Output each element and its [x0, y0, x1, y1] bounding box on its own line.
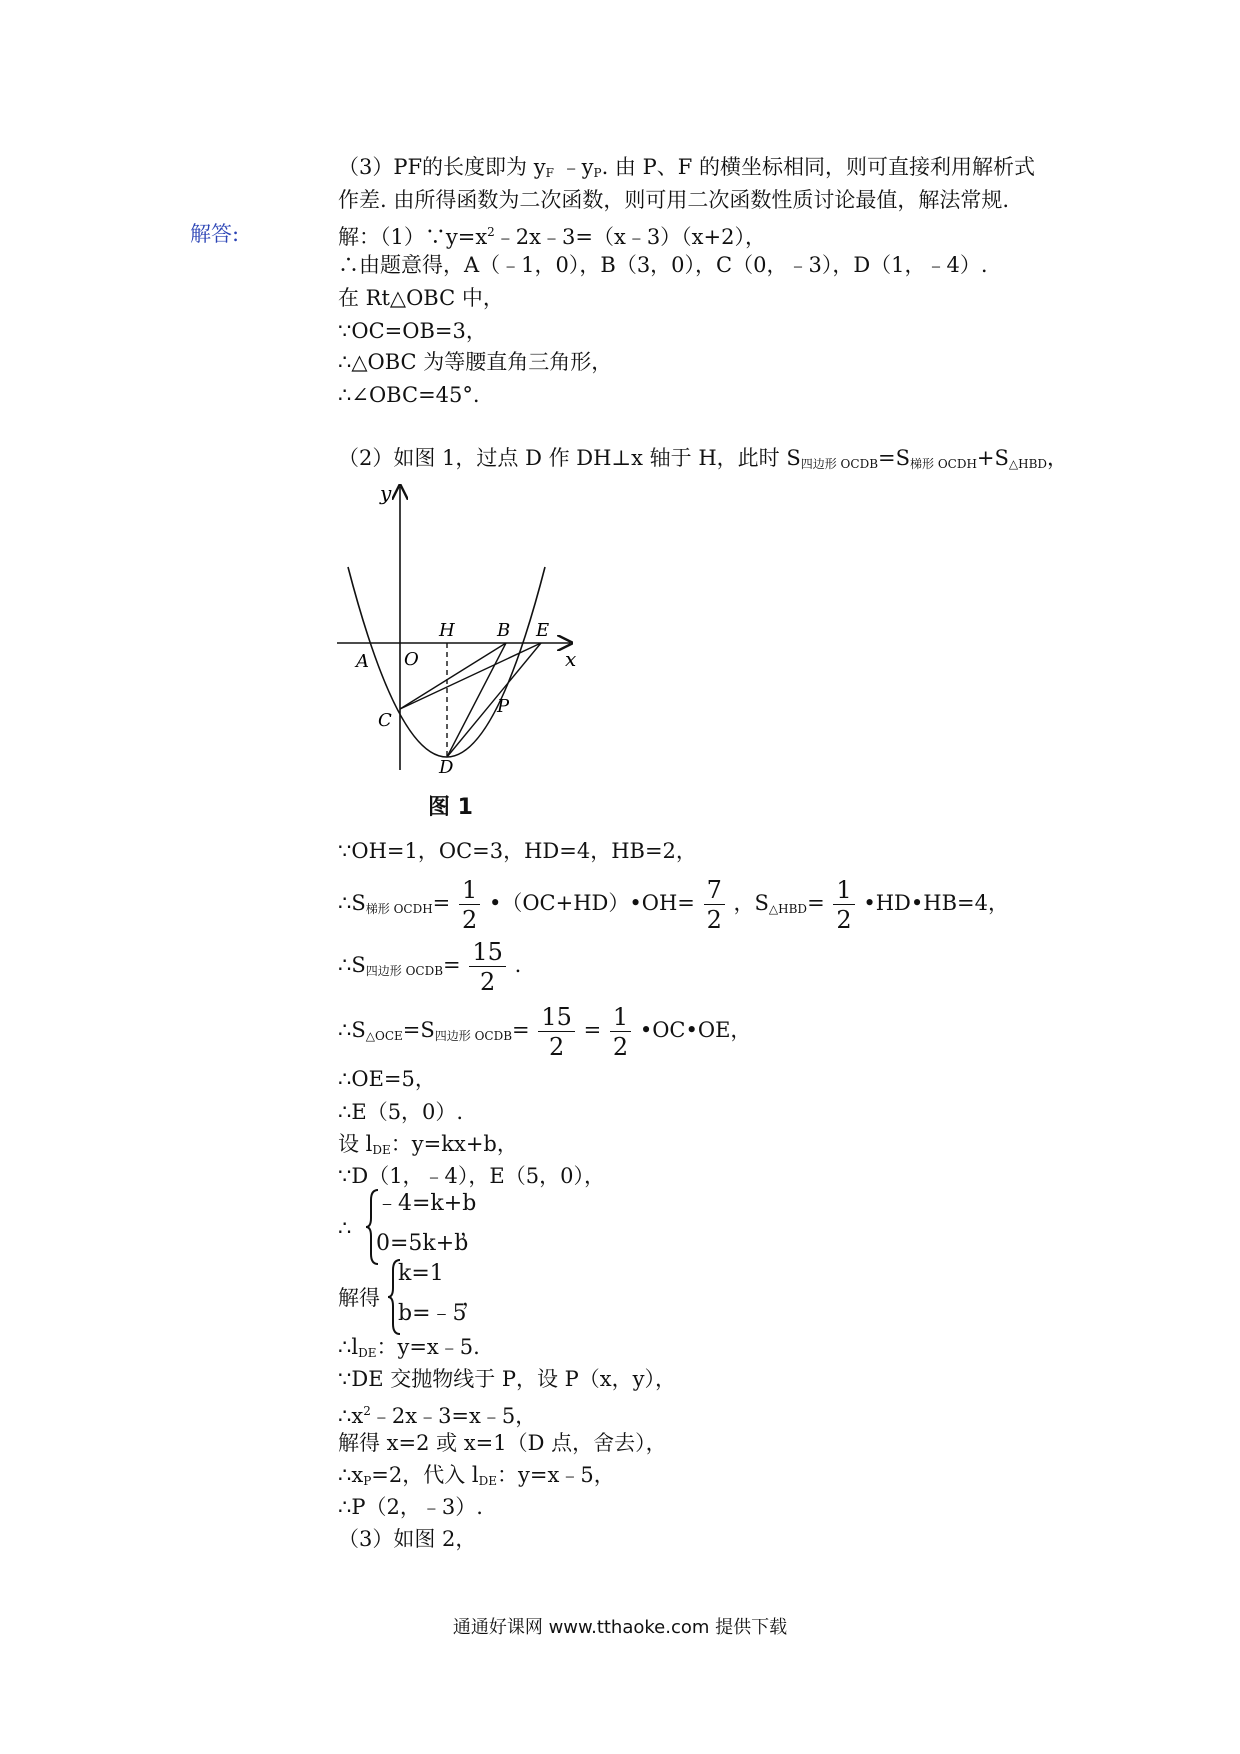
label-B: B: [497, 620, 511, 641]
label-C: C: [378, 710, 392, 731]
figure-caption: 图 1: [428, 795, 473, 820]
solution-line: （3）如图 2，: [338, 1527, 477, 1551]
solution-line: ∵D（1，﹣4），E（5，0），: [338, 1164, 605, 1188]
solution-line: $\therefore S_{\triangle OCE}=S_{四边形 OCDB}=$ $\frac{15}{2}$ = $\frac{1}{2}$ •OC•OE，: [338, 1002, 752, 1061]
figure-1-parabola-diagram: [330, 480, 600, 780]
label-x: x: [565, 647, 577, 671]
label-P: P: [497, 696, 510, 717]
label-O: O: [404, 649, 419, 670]
label-H: H: [439, 620, 455, 641]
answer-label: 解答:: [190, 222, 240, 246]
fraction: $\frac{15}{2}$: [469, 940, 506, 994]
solution-line: ∴由题意得，A（﹣1，0），B（3，0），C（0，﹣3），D（1，﹣4）.: [338, 253, 988, 277]
label-y: y: [380, 481, 392, 505]
fraction: $\frac{1}{2}$: [610, 1005, 631, 1059]
segment-DE: [447, 643, 541, 757]
label-A: A: [356, 651, 369, 672]
fraction: $\frac{15}{2}$: [538, 1005, 575, 1059]
solution-line: 在 Rt△OBC 中，: [338, 286, 504, 310]
analysis-line-2: 作差. 由所得函数为二次函数，则可用二次函数性质讨论最值，解法常规.: [338, 188, 1010, 212]
solution-line: $\therefore x^2﹣2x﹣3=x﹣5$，: [338, 1404, 537, 1428]
solution-line: ∴E（5，0）.: [338, 1100, 464, 1124]
solution-line: $\therefore S_{梯形 OCDH}=$ $\frac{1}{2}$ •（OC+HD）•OH= $\frac{7}{2}$ ，$S_{\triangle HBD}=$ $\frac{1}{2}$ •HD•HB=4，: [338, 875, 1009, 934]
fraction: $\frac{1}{2}$: [833, 878, 854, 932]
equation-system-1: ∴ ﹣4=k+b 0=5k+b ，: [338, 1188, 538, 1266]
solution-line: ∴∠OBC=45°.: [338, 383, 480, 407]
solution-part-2-intro: （2）如图 1，过点 D 作 DH⊥x 轴于 H，此时 $S_{四边形 OCDB}=S_{梯形 OCDH}+S_{\triangle HBD}$，: [338, 446, 1069, 471]
solution-line: 解：$(1)\because y=x^2﹣2x﹣3=(x﹣3)(x+2)$，: [338, 225, 766, 249]
solution-line: 解得 x=2 或 x=1（D 点，舍去），: [338, 1431, 667, 1455]
segment-CE: [400, 643, 541, 709]
solution-line: ∵OH=1，OC=3，HD=4，HB=2，: [338, 839, 697, 863]
solution-line: ∵DE 交抛物线于 P，设 P（x，y），: [338, 1367, 677, 1391]
solution-line: $\therefore l_{DE}$：y=x﹣5.: [338, 1335, 480, 1360]
solution-line: ∴OE=5，: [338, 1067, 436, 1091]
solution-line: 设 $l_{DE}$：y=kx+b，: [338, 1132, 518, 1157]
solution-line: $\therefore S_{四边形 OCDB}=$ $\frac{15}{2}$ .: [338, 937, 522, 996]
solution-line: ∴P（2，﹣3）.: [338, 1495, 483, 1519]
page-footer: 通通好课网 www.tthaoke.com 提供下载: [452, 1617, 788, 1638]
fraction: $\frac{7}{2}$: [704, 878, 725, 932]
label-E: E: [536, 620, 550, 641]
solution-line: $\therefore x_P=2$，代入 $l_{DE}$：y=x﹣5，: [338, 1463, 615, 1488]
label-D: D: [439, 757, 454, 778]
equation-system-2: 解得 k=1 b=﹣5 ，: [338, 1258, 538, 1336]
solution-line: ∵OC=OB=3，: [338, 319, 487, 343]
solution-line: ∴△OBC 为等腰直角三角形，: [338, 350, 613, 374]
fraction: $\frac{1}{2}$: [459, 878, 480, 932]
analysis-line-1: （3）PF的长度即为 $y_F$ $﹣y_P$. 由 P、F 的横坐标相同，则可直接利用解析式: [338, 155, 1035, 180]
